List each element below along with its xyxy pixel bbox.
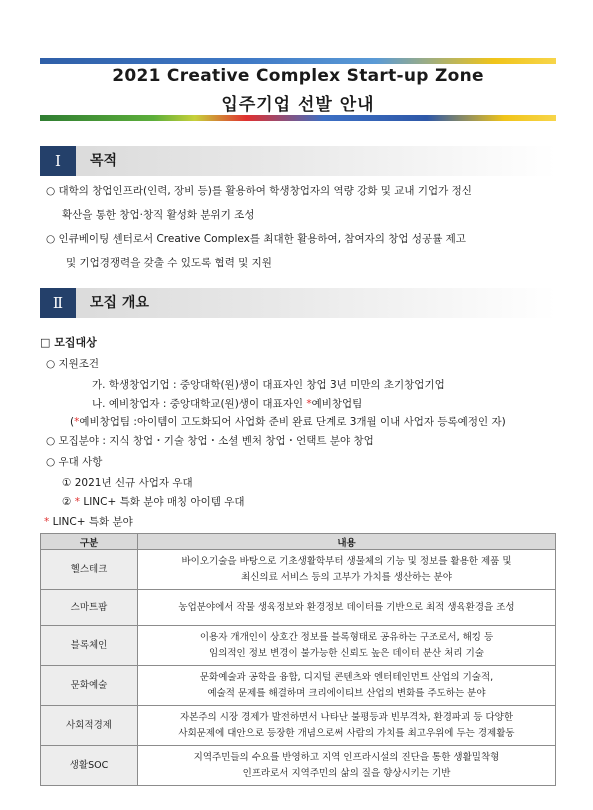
pre-team-note xyxy=(70,415,506,429)
linc-field-table xyxy=(40,533,556,786)
section-2-title: 모집 개요 xyxy=(90,295,149,311)
row-category: 생활SOC xyxy=(41,746,138,786)
section-1-header xyxy=(40,146,556,176)
condition-b-asterisk: * xyxy=(306,398,312,410)
row-content-line: 자본주의 시장 경제가 발전하면서 나타난 불평등과 빈부격차, 환경파괴 등 다양한 xyxy=(179,711,514,723)
row-category: 블록체인 xyxy=(41,626,138,666)
linc-label-text: LINC+ 특화 분야 xyxy=(49,516,133,528)
row-content-line: 이용자 개개인이 상호간 정보를 블록형태로 공유하는 구조로서, 해킹 등 xyxy=(199,631,494,643)
title-english: 2021 Creative Complex Start-up Zone xyxy=(112,66,484,86)
section-1-number: Ⅰ xyxy=(40,146,76,176)
table-row xyxy=(41,746,556,786)
row-content-line: 최신의료 서비스 등의 고부가 가치를 생산하는 분야 xyxy=(241,571,452,583)
table-header-row xyxy=(41,534,556,550)
title-top-bar xyxy=(40,58,556,64)
recruit-target-heading: □ 모집대상 xyxy=(40,336,97,349)
row-content xyxy=(138,746,556,786)
row-content xyxy=(138,550,556,590)
row-content xyxy=(138,626,556,666)
row-category: 헬스테크 xyxy=(41,550,138,590)
table-row xyxy=(41,626,556,666)
section-1-title: 목적 xyxy=(90,153,118,169)
row-content-line: 지역주민들의 수요를 반영하고 지역 인프라시설의 진단을 통한 생활밀착형 xyxy=(193,751,500,763)
table-row xyxy=(41,706,556,746)
linc-asterisk: * xyxy=(44,516,50,528)
row-category: 사회적경제 xyxy=(41,706,138,746)
row-content-line: 바이오기술을 바탕으로 기초생활학부터 생물체의 기능 및 정보를 활용한 제품 및 xyxy=(181,555,512,567)
section-2-number: Ⅱ xyxy=(40,288,76,318)
row-content xyxy=(138,706,556,746)
condition-a: 가. 학생창업기업 : 중앙대학(원)생이 대표자인 창업 3년 미만의 초기창업기업 xyxy=(92,379,445,391)
linc-label xyxy=(44,515,133,529)
row-category: 문화예술 xyxy=(41,666,138,706)
purpose-line-3: ○ 인큐베이팅 센터로서 Creative Complex를 최대한 활용하여, 참여자의 창업 성공률 제고 xyxy=(46,233,466,245)
row-content xyxy=(138,590,556,626)
preference-2-asterisk: * xyxy=(74,496,81,508)
title-korean: 입주기업 선발 안내 xyxy=(221,95,375,115)
condition-label: ○ 지원조건 xyxy=(46,358,100,370)
purpose-line-4: 및 기업경쟁력을 갖출 수 있도록 협력 및 지원 xyxy=(66,257,272,269)
condition-b-text: 나. 예비창업자 : 중앙대학교(원)생이 대표자인 xyxy=(92,398,307,410)
row-content-line: 문화예술과 공학을 융합, 디지털 콘텐츠와 엔터테인먼트 산업의 기술적, xyxy=(199,671,494,683)
preference-2-text: LINC+ 특화 분야 매칭 아이템 우대 xyxy=(80,496,245,508)
purpose-line-1: ○ 대학의 창업인프라(인력, 장비 등)를 활용하여 학생창업자의 역량 강화 및 교내 기업가 정신 xyxy=(46,185,472,197)
preference-2 xyxy=(62,495,245,509)
note-asterisk: * xyxy=(74,416,80,428)
header-category: 구분 xyxy=(41,534,138,550)
table-row xyxy=(41,590,556,626)
row-content-line: 농업분야에서 작물 생육정보와 환경정보 데이터를 기반으로 최적 생육환경을 조성 xyxy=(178,601,515,613)
row-content xyxy=(138,666,556,706)
row-content-line: 예술적 문제를 해결하며 크리에이티브 산업의 변화를 주도하는 분야 xyxy=(207,687,486,699)
document-title-block xyxy=(40,58,556,120)
row-content-line: 인프라로서 지역주민의 삶의 질을 향상시키는 기반 xyxy=(242,767,451,779)
preference-2-num: ② xyxy=(62,496,75,508)
header-content: 내용 xyxy=(138,534,556,550)
row-category: 스마트팜 xyxy=(41,590,138,626)
note-text: 예비창업팀 :아이템이 고도화되어 사업화 준비 완료 단계로 3개월 이내 사업자 등록예정인 자) xyxy=(79,416,506,428)
table-row xyxy=(41,550,556,590)
recruit-field: ○ 모집분야 : 지식 창업・기술 창업・소셜 벤처 창업・언택트 분야 창업 xyxy=(46,435,374,447)
purpose-line-2: 확산을 통한 창업·창직 활성화 분위기 조성 xyxy=(62,209,255,221)
condition-b xyxy=(92,397,362,411)
section-2-header xyxy=(40,288,556,318)
title-bottom-bar xyxy=(40,115,556,121)
row-content-line: 임의적인 정보 변경이 불가능한 신뢰도 높은 데이터 분산 처리 기술 xyxy=(209,647,484,659)
preference-label: ○ 우대 사항 xyxy=(46,456,103,468)
table-row xyxy=(41,666,556,706)
preference-1: ① 2021년 신규 사업자 우대 xyxy=(62,477,193,489)
condition-b-team: 예비창업팀 xyxy=(311,398,363,410)
row-content-line: 사회문제에 대안으로 등장한 개념으로써 사람의 가치를 최고우위에 두는 경제활동 xyxy=(178,727,515,739)
note-open: ( xyxy=(70,416,75,428)
